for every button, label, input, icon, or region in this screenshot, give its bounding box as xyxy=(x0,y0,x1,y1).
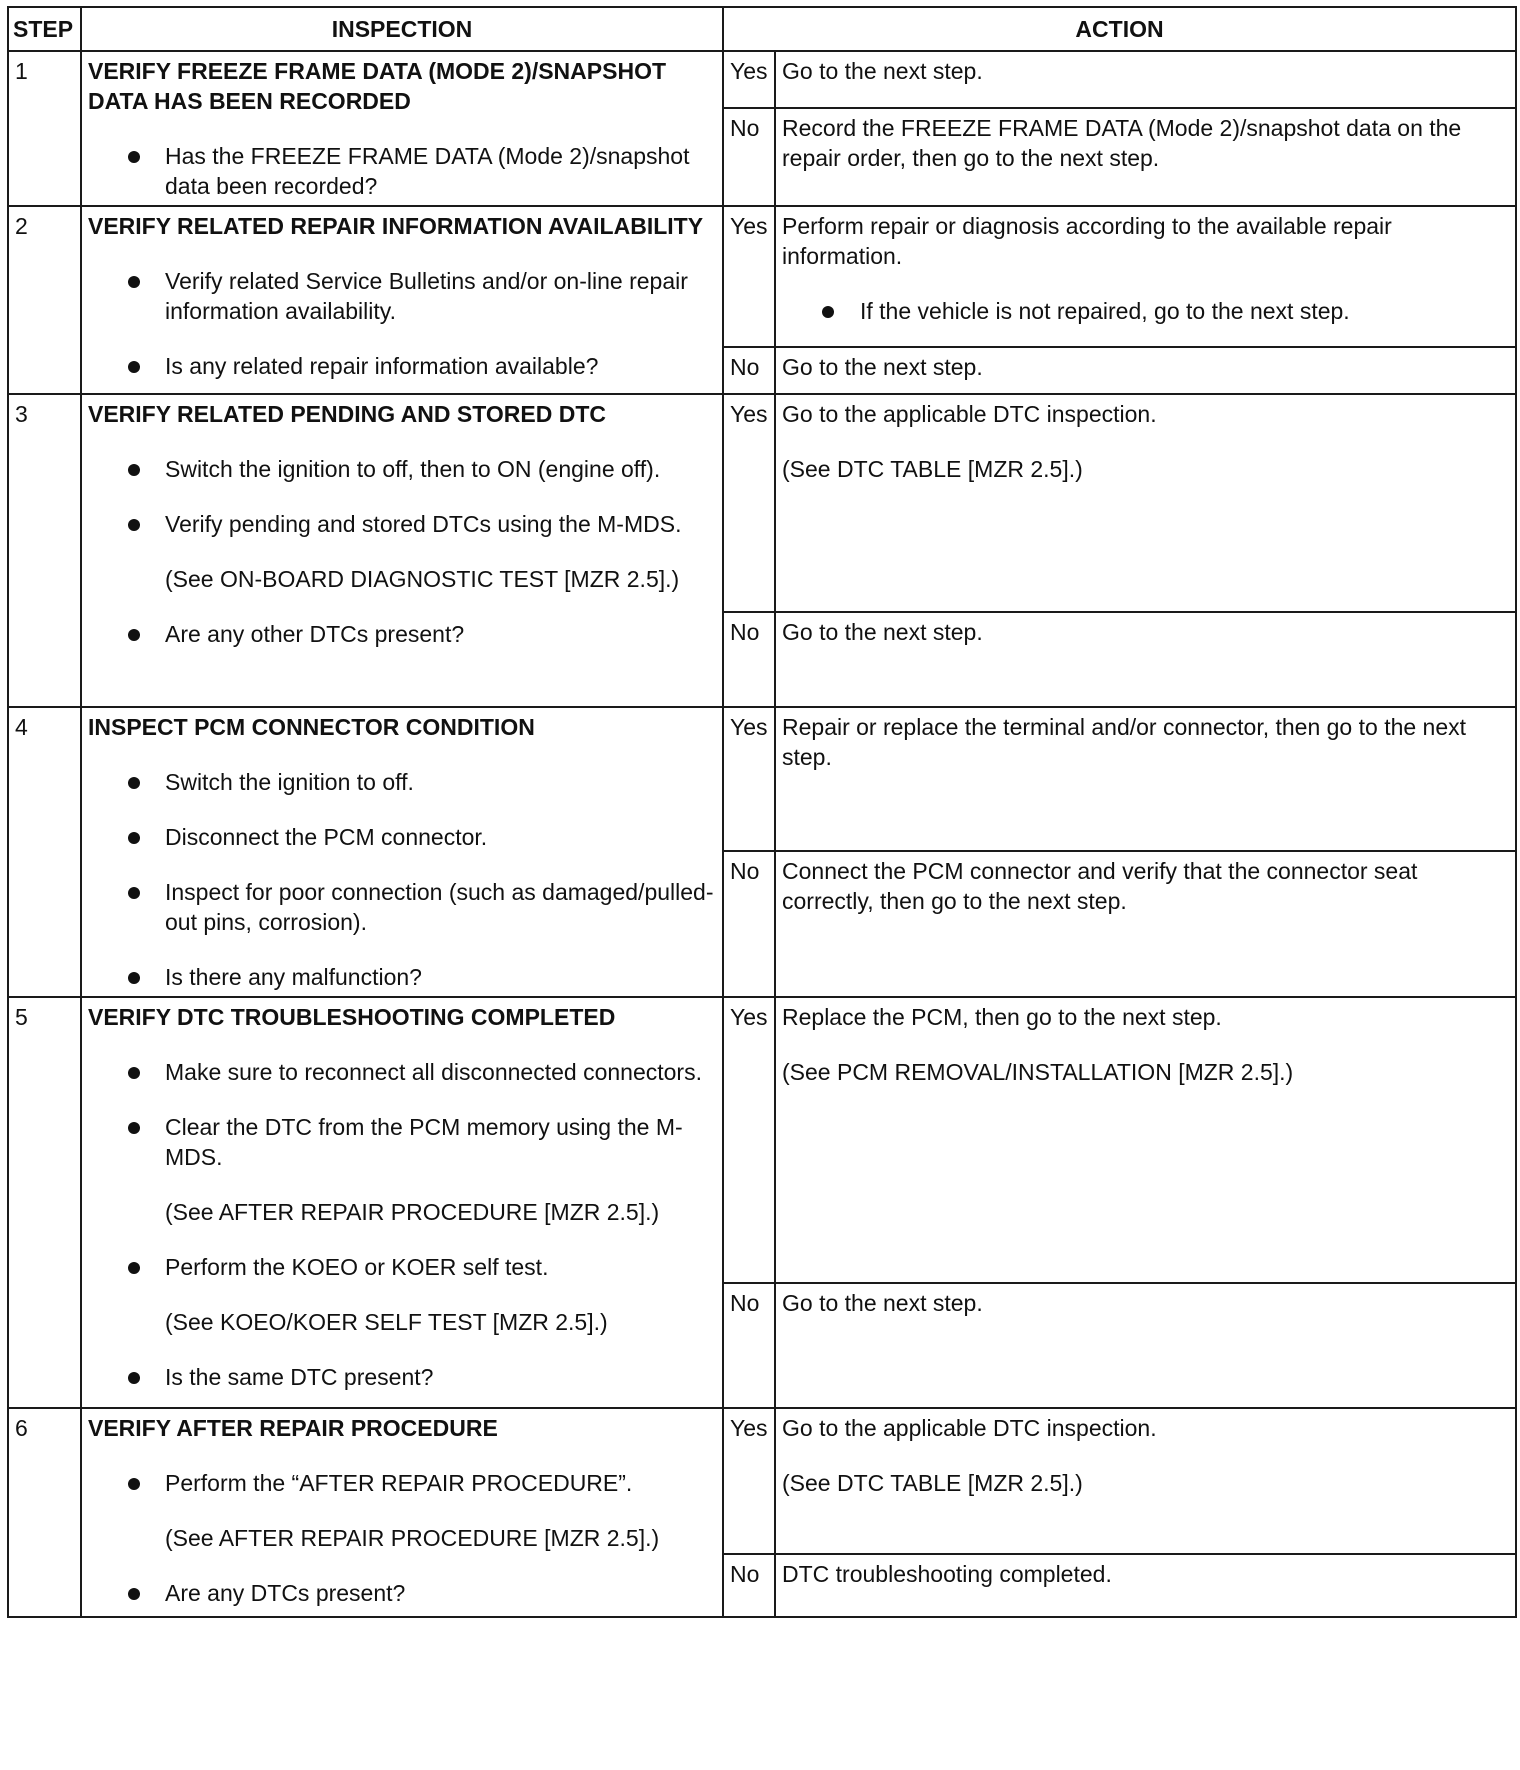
inspection-bullet-item xyxy=(128,351,716,381)
inspection-bullet-item xyxy=(128,877,716,937)
inspection-bullet-item xyxy=(128,454,716,484)
bullet-icon xyxy=(128,629,140,641)
no-action xyxy=(775,347,1516,394)
bullet-icon xyxy=(128,1262,140,1274)
inspection-cell xyxy=(81,1408,723,1617)
action-line: Go to the next step. xyxy=(782,58,983,84)
no-label: No xyxy=(723,851,775,997)
yes-label: Yes xyxy=(723,206,775,347)
action-line: Perform repair or diagnosis according to the available repair information. xyxy=(782,213,1392,269)
bullet-icon xyxy=(822,306,834,318)
inspection-item-text: Verify related Service Bulletins and/or on-line repair information availability. xyxy=(165,268,688,324)
action-bullet-text: If the vehicle is not repaired, go to the next step. xyxy=(860,298,1350,324)
inspection-title: VERIFY FREEZE FRAME DATA (MODE 2)/SNAPSHOT DATA HAS BEEN RECORDED xyxy=(88,58,667,114)
no-action xyxy=(775,1283,1516,1408)
step-row-2-yes xyxy=(8,206,1516,347)
inspection-reference xyxy=(128,1197,716,1227)
inspection-cell xyxy=(81,394,723,707)
action-line: Go to the next step. xyxy=(782,354,983,380)
no-action xyxy=(775,1554,1516,1617)
action-list xyxy=(782,296,1509,326)
yes-action xyxy=(775,51,1516,108)
inspection-item-text: Has the FREEZE FRAME DATA (Mode 2)/snapshot data been recorded? xyxy=(165,143,690,199)
bullet-icon xyxy=(128,151,140,163)
bullet-icon xyxy=(128,276,140,288)
bullet-icon xyxy=(128,1122,140,1134)
inspection-item-text: Make sure to reconnect all disconnected connectors. xyxy=(165,1059,702,1085)
inspection-item-text: (See ON-BOARD DIAGNOSTIC TEST [MZR 2.5].) xyxy=(165,566,680,592)
action-line: (See PCM REMOVAL/INSTALLATION [MZR 2.5].) xyxy=(782,1059,1294,1085)
inspection-reference xyxy=(128,1523,716,1553)
inspection-title: VERIFY AFTER REPAIR PROCEDURE xyxy=(88,1415,498,1441)
action-line: (See DTC TABLE [MZR 2.5].) xyxy=(782,456,1083,482)
inspection-title: INSPECT PCM CONNECTOR CONDITION xyxy=(88,714,535,740)
yes-action xyxy=(775,206,1516,347)
action-line: Connect the PCM connector and verify that the connector seat correctly, then go to the next step. xyxy=(782,858,1418,915)
no-label: No xyxy=(723,347,775,394)
inspection-bullet-item xyxy=(128,1252,716,1282)
inspection-bullet-item xyxy=(128,1578,716,1608)
inspection-item-text: Perform the “AFTER REPAIR PROCEDURE”. xyxy=(165,1470,633,1496)
action-line: Record the FREEZE FRAME DATA (Mode 2)/snapshot data on the repair order, then go to the next step. xyxy=(782,114,1462,171)
inspection-reference xyxy=(128,1307,716,1337)
bullet-icon xyxy=(128,832,140,844)
inspection-list xyxy=(88,1057,716,1392)
inspection-item-text: Disconnect the PCM connector. xyxy=(165,824,488,850)
inspection-list xyxy=(88,141,716,201)
inspection-bullet-item xyxy=(128,962,716,992)
step-number: 4 xyxy=(8,707,81,997)
inspection-list xyxy=(88,266,716,381)
step-number: 5 xyxy=(8,997,81,1408)
no-label: No xyxy=(723,612,775,707)
procedure-body xyxy=(8,51,1516,1617)
step-number: 1 xyxy=(8,51,81,206)
inspection-reference xyxy=(128,564,716,594)
procedure-page xyxy=(7,6,1517,1618)
step-number: 3 xyxy=(8,394,81,707)
yes-label: Yes xyxy=(723,997,775,1283)
inspection-cell xyxy=(81,997,723,1408)
action-line: DTC troubleshooting completed. xyxy=(782,1561,1112,1587)
inspection-column-header: INSPECTION xyxy=(81,7,723,51)
yes-action xyxy=(775,1408,1516,1554)
inspection-list xyxy=(88,454,716,649)
yes-label: Yes xyxy=(723,1408,775,1554)
inspection-item-text: Switch the ignition to off. xyxy=(165,769,414,795)
inspection-cell xyxy=(81,206,723,394)
action-line: Go to the next step. xyxy=(782,619,983,645)
header-row xyxy=(8,7,1516,51)
step-row-4-yes xyxy=(8,707,1516,851)
bullet-icon xyxy=(128,519,140,531)
bullet-icon xyxy=(128,1588,140,1600)
no-label: No xyxy=(723,108,775,206)
inspection-item-text: Clear the DTC from the PCM memory using the M-MDS. xyxy=(165,1114,683,1170)
action-line: (See DTC TABLE [MZR 2.5].) xyxy=(782,1470,1083,1496)
yes-action xyxy=(775,997,1516,1283)
yes-label: Yes xyxy=(723,394,775,612)
inspection-item-text: Verify pending and stored DTCs using the M-MDS. xyxy=(165,511,682,537)
yes-label: Yes xyxy=(723,51,775,108)
no-action xyxy=(775,108,1516,206)
yes-action xyxy=(775,707,1516,851)
inspection-bullet-item xyxy=(128,1468,716,1498)
no-action xyxy=(775,851,1516,997)
bullet-icon xyxy=(128,361,140,373)
inspection-item-text: (See AFTER REPAIR PROCEDURE [MZR 2.5].) xyxy=(165,1199,660,1225)
yes-label: Yes xyxy=(723,707,775,851)
inspection-bullet-item xyxy=(128,1112,716,1172)
bullet-icon xyxy=(128,972,140,984)
inspection-bullet-item xyxy=(128,619,716,649)
inspection-title: VERIFY RELATED REPAIR INFORMATION AVAILABILITY xyxy=(88,213,704,239)
action-line: Go to the next step. xyxy=(782,1290,983,1316)
bullet-icon xyxy=(128,1067,140,1079)
action-line: Repair or replace the terminal and/or connector, then go to the next step. xyxy=(782,714,1467,770)
bullet-icon xyxy=(128,464,140,476)
action-line: Go to the applicable DTC inspection. xyxy=(782,1415,1157,1441)
step-number: 6 xyxy=(8,1408,81,1617)
no-label: No xyxy=(723,1554,775,1617)
inspection-item-text: Is the same DTC present? xyxy=(165,1364,434,1390)
inspection-list xyxy=(88,767,716,992)
step-row-1-yes xyxy=(8,51,1516,108)
inspection-item-text: Is any related repair information available? xyxy=(165,353,599,379)
action-line: Replace the PCM, then go to the next step. xyxy=(782,1004,1222,1030)
no-label: No xyxy=(723,1283,775,1408)
no-action xyxy=(775,612,1516,707)
yes-action xyxy=(775,394,1516,612)
bullet-icon xyxy=(128,1478,140,1490)
bullet-icon xyxy=(128,1372,140,1384)
action-bullet-item xyxy=(822,296,1509,326)
inspection-cell xyxy=(81,707,723,997)
action-line: Go to the applicable DTC inspection. xyxy=(782,401,1157,427)
diagnostic-procedure-table xyxy=(7,6,1517,1618)
inspection-cell xyxy=(81,51,723,206)
inspection-title: VERIFY DTC TROUBLESHOOTING COMPLETED xyxy=(88,1004,616,1030)
inspection-item-text: Perform the KOEO or KOER self test. xyxy=(165,1254,549,1280)
inspection-item-text: (See KOEO/KOER SELF TEST [MZR 2.5].) xyxy=(165,1309,608,1335)
step-column-header: STEP xyxy=(8,7,81,51)
inspection-bullet-item xyxy=(128,141,716,201)
inspection-bullet-item xyxy=(128,266,716,326)
inspection-item-text: Are any other DTCs present? xyxy=(165,621,465,647)
inspection-item-text: Switch the ignition to off, then to ON (engine off). xyxy=(165,456,661,482)
inspection-bullet-item xyxy=(128,509,716,539)
inspection-bullet-item xyxy=(128,822,716,852)
inspection-item-text: Are any DTCs present? xyxy=(165,1580,406,1606)
inspection-item-text: (See AFTER REPAIR PROCEDURE [MZR 2.5].) xyxy=(165,1525,660,1551)
step-number: 2 xyxy=(8,206,81,394)
inspection-bullet-item xyxy=(128,1057,716,1087)
step-row-6-yes xyxy=(8,1408,1516,1554)
step-row-5-yes xyxy=(8,997,1516,1283)
inspection-bullet-item xyxy=(128,767,716,797)
action-column-header: ACTION xyxy=(723,7,1516,51)
inspection-item-text: Inspect for poor connection (such as damaged/pulled-out pins, corrosion). xyxy=(165,879,714,935)
bullet-icon xyxy=(128,887,140,899)
inspection-title: VERIFY RELATED PENDING AND STORED DTC xyxy=(88,401,606,427)
inspection-list xyxy=(88,1468,716,1608)
inspection-item-text: Is there any malfunction? xyxy=(165,964,422,990)
inspection-bullet-item xyxy=(128,1362,716,1392)
bullet-icon xyxy=(128,777,140,789)
step-row-3-yes xyxy=(8,394,1516,612)
